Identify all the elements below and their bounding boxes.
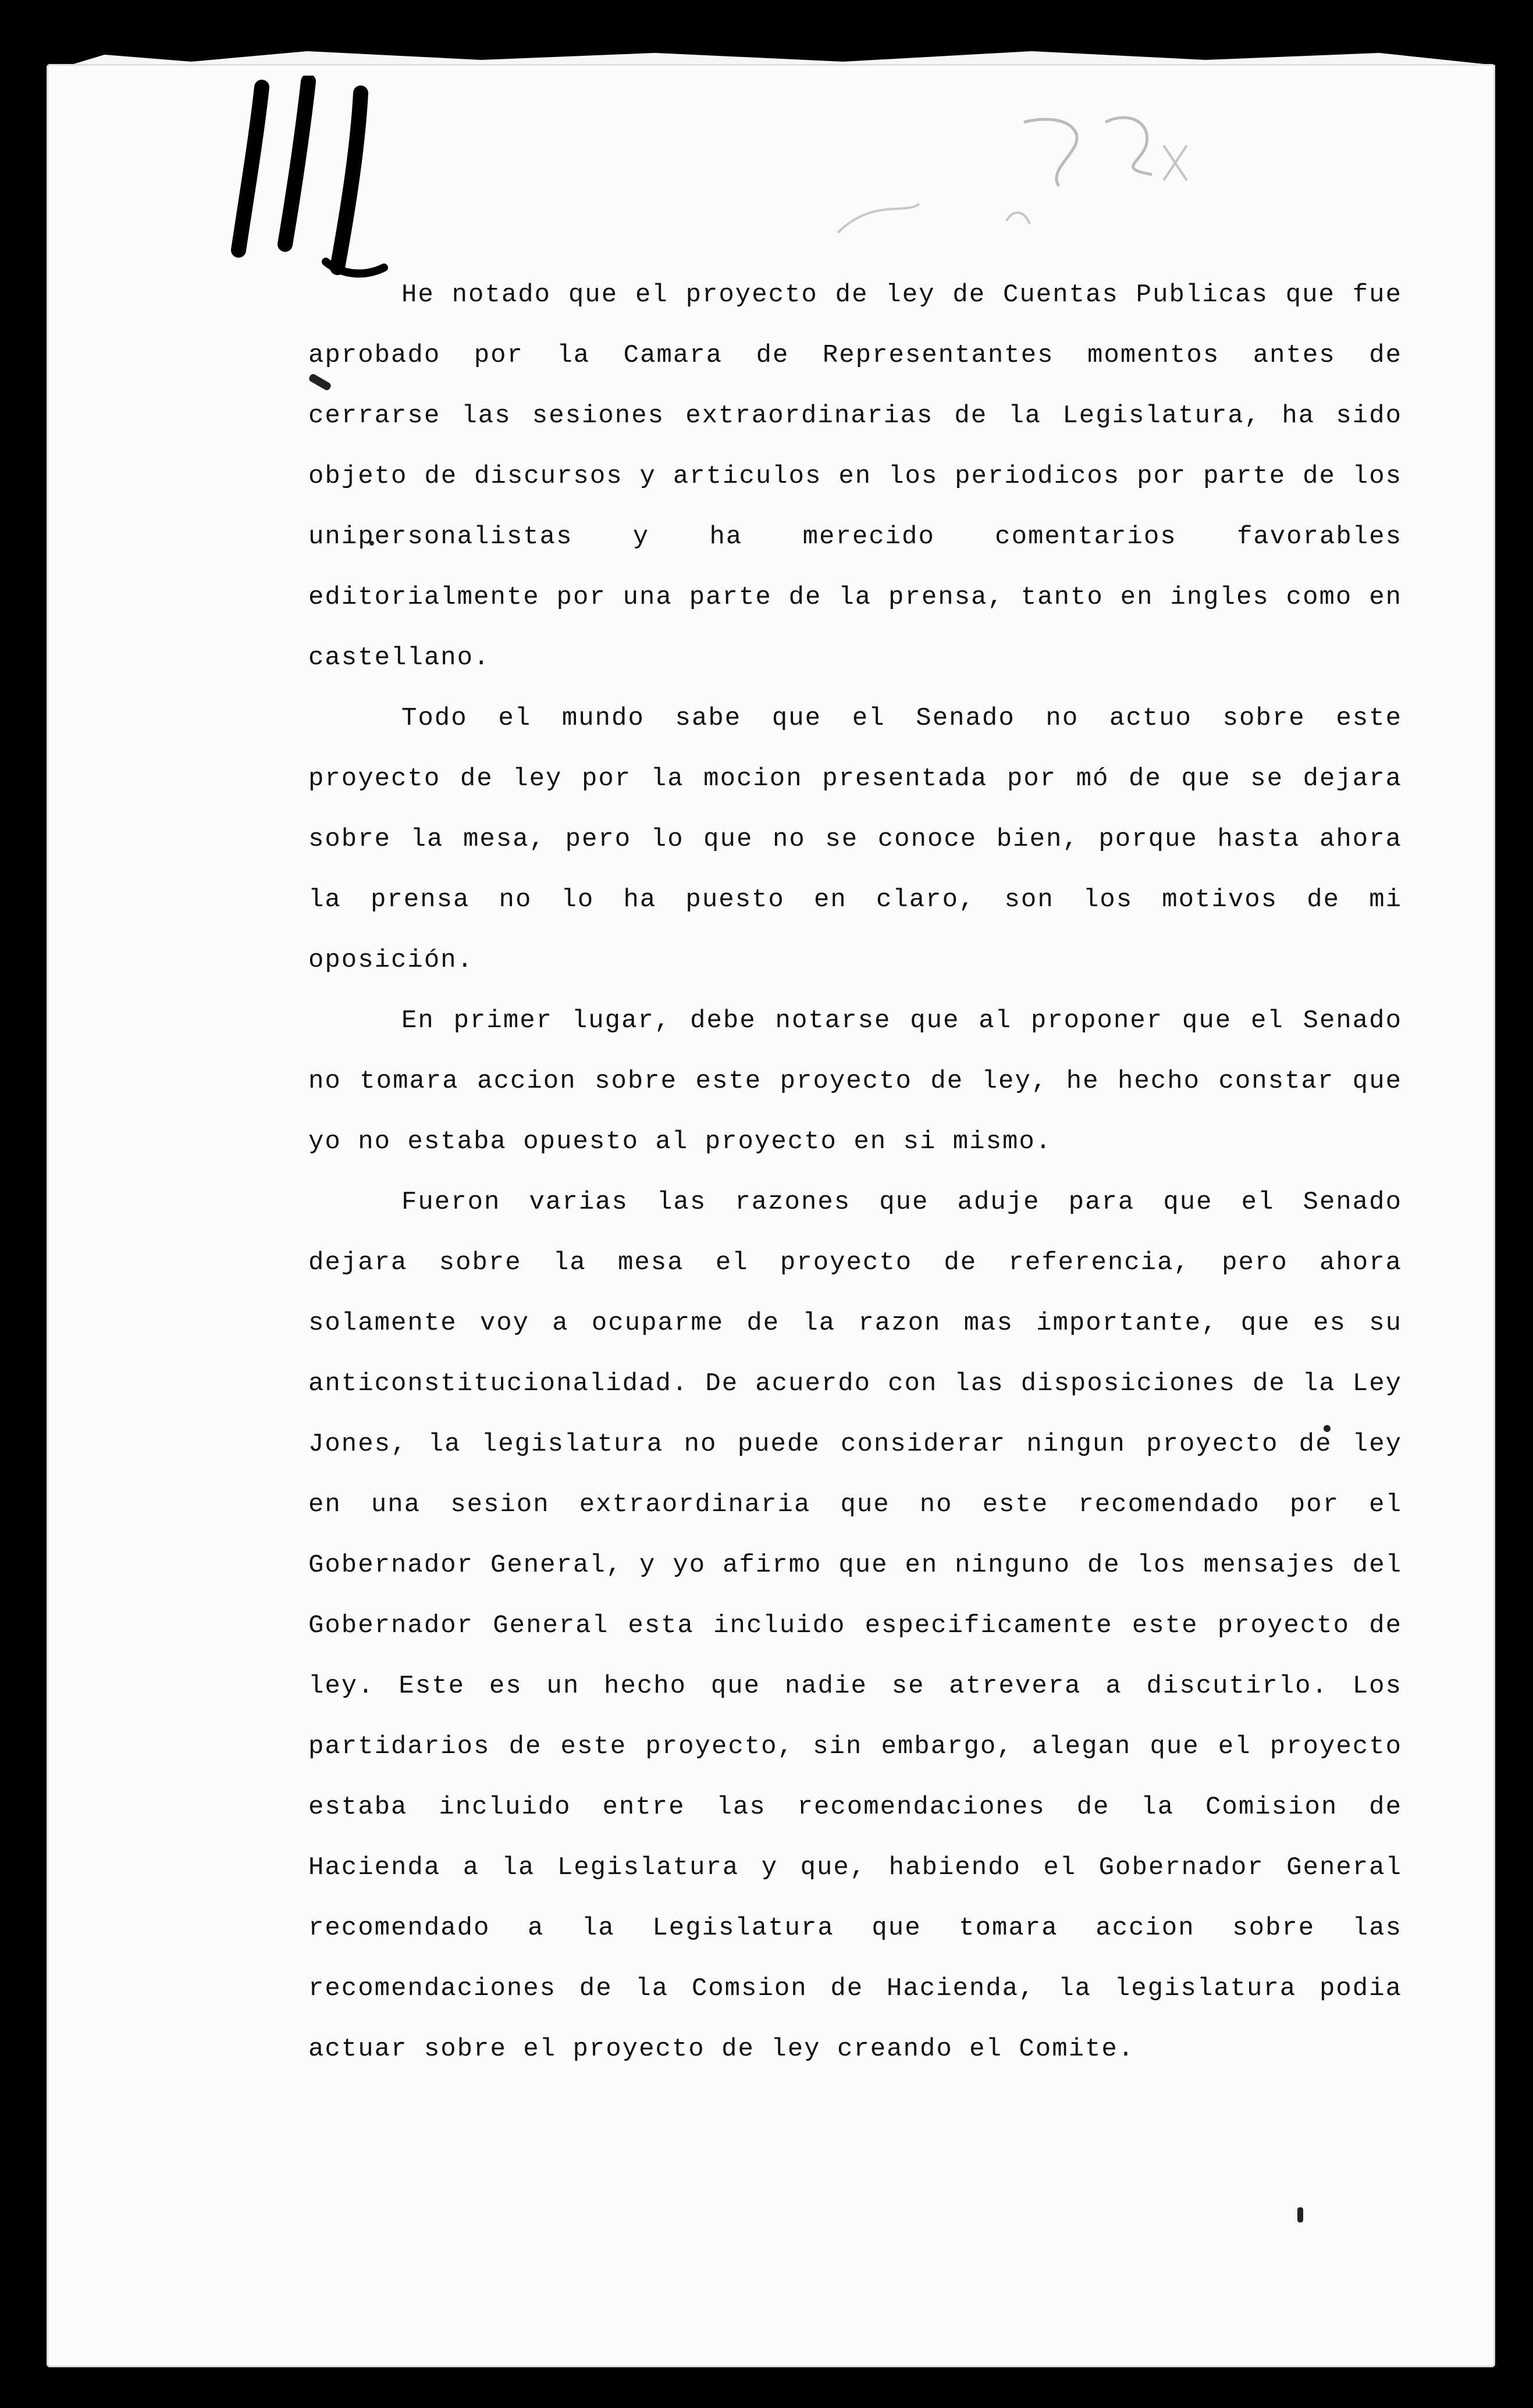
- faint-pencil-annotation: [803, 99, 1210, 250]
- paragraph-1: He notado que el proyecto de ley de Cuentas Publicas que fue aprobado por la Camara de Representantes momentos antes de cerrarse las sesiones extraordinarias de la Legislatura, ha sido objeto de discursos y articulos en los periodicos por parte de los unipersonalistas y ha merecido comentarios favorables editorialmente por una parte de la prensa, tanto en ingles como en castellano.: [308, 280, 1402, 672]
- document-body: [308, 265, 1402, 2079]
- paragraph-2: Todo el mundo sabe que el Senado no actuo sobre este proyecto de ley por la mocion presentada por mó de que se dejara sobre la mesa, pero lo que no se conoce bien, porque hasta ahora la prensa no lo ha puesto en claro, son los motivos de mi oposición.: [308, 704, 1402, 975]
- paragraph-3: En primer lugar, debe notarse que al proponer que el Senado no tomara accion sobre este proyecto de ley, he hecho constar que yo no estaba opuesto al proyecto en si mismo.: [308, 1006, 1402, 1156]
- paragraph-4: Fueron varias las razones que aduje para que el Senado dejara sobre la mesa el proyecto de referencia, pero ahora solamente voy a ocuparme de la razon mas importante, que es su anticonstitucionalidad. De acuerdo con las disposiciones de la Ley Jones, la legislatura no puede considerar ningun proyecto de ley en una sesion extraordinaria que no este recomendado por el Gobernador General, y yo afirmo que en ninguno de los mensajes del Gobernador General esta incluido especificamente este proyecto de ley. Este es un hecho que nadie se atrevera a discutirlo. Los partidarios de este proyecto, sin embargo, alegan que el proyecto estaba incluido entre las recomendaciones de la Comision de Hacienda a la Legislatura y que, habiendo el Gobernador General recomendado a la Legislatura que tomara accion sobre las recomendaciones de la Comsion de Hacienda, la legislatura podia actuar sobre el proyecto de ley creando el Comite.: [308, 1188, 1402, 2064]
- handwritten-numeral-mark: [221, 76, 401, 285]
